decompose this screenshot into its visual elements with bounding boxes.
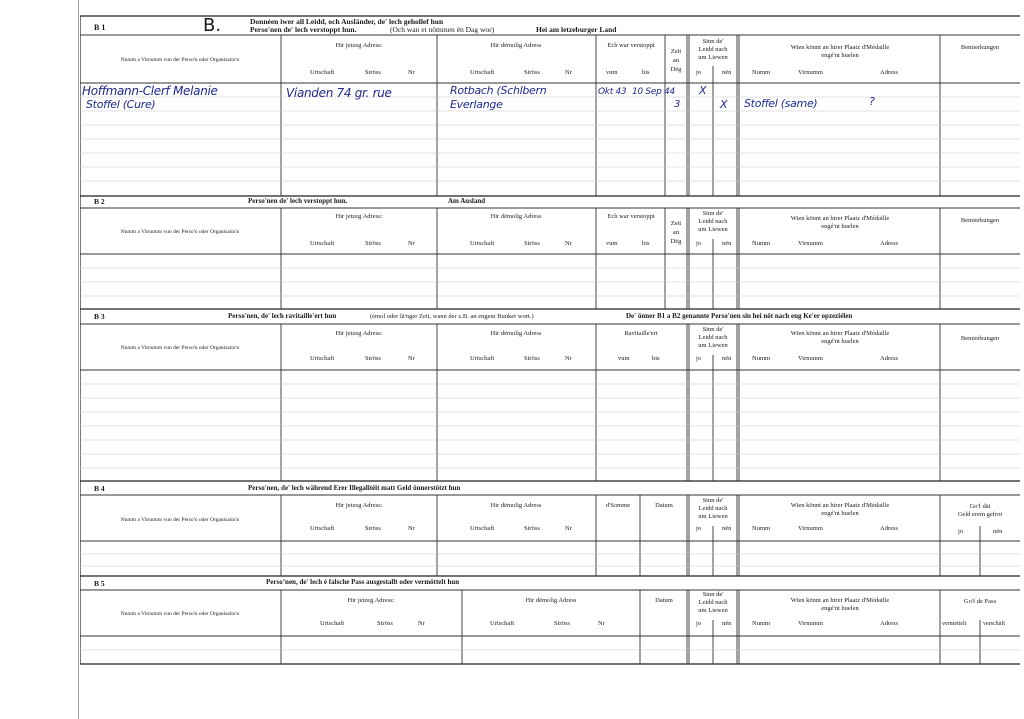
b2-col-street2: Ströss	[524, 240, 540, 247]
b5-col-yes: jo	[696, 620, 702, 627]
b3-col-alive2: Leidd nach	[698, 334, 728, 341]
b5-col-nr2: Nr	[598, 620, 605, 627]
b4-col-repaid-2: Geld erem gefrot	[957, 511, 1003, 518]
b5-col-street2: Ströss	[554, 620, 570, 627]
b2-col-no: nën	[722, 240, 732, 247]
b1-col-alive1: Sinn de'	[702, 38, 724, 45]
page-edge-line	[78, 0, 79, 719]
b3-col-yes: jo	[696, 355, 702, 362]
b3-col-address: Adress	[880, 355, 899, 362]
b4-col-street: Ströss	[365, 525, 381, 532]
b5-title: Persoʼnen, de' lech é falsche Pass ausgestallt oder vermöttelt hun	[266, 578, 460, 586]
b1-entry-to: 10 Sep 44	[632, 87, 675, 97]
b2-title-2: Am Ausland	[448, 197, 486, 205]
b1-entry-days: 3	[674, 99, 681, 110]
b5-col-alive3: um Liewen	[698, 607, 728, 614]
b1-col-to: bis	[642, 69, 650, 76]
b4-col-firstname: Virnumm	[798, 525, 823, 532]
b2-col-time1: Zeit	[670, 220, 682, 227]
b1-col-address: Adress	[880, 69, 899, 76]
b1-col-time2: an	[672, 57, 680, 64]
b1-col-then: Hir dëmolig Adress	[490, 42, 542, 49]
b1-entry-then-2: Everlange	[450, 98, 503, 111]
b4-col-yes2: jo	[958, 528, 964, 535]
b3-col-alive1: Sinn de'	[702, 326, 724, 333]
b3-col-place2: Urtschaft	[470, 355, 495, 362]
b5-col-pass: Go'f de Pass	[963, 598, 997, 605]
b3-col-alive3: um Liewen	[698, 342, 728, 349]
b1-title-3: (Och wan et nömmen én Dag wor)	[390, 25, 495, 34]
b2-col-to: bis	[642, 240, 650, 247]
b1-col-alive2: Leidd nach	[698, 46, 728, 53]
b3-title-sub: (émol oder lä'nger Zeit, wann der z.B. an engem Bunker wort.)	[370, 313, 534, 320]
b3-col-street: Ströss	[365, 355, 381, 362]
b2-col-who1: Wien könnt an hirer Plaatz d'Médaille	[790, 215, 890, 222]
b1-entry-alive-yes: X	[699, 84, 707, 97]
b4-col-nr: Nr	[408, 525, 415, 532]
b3-col-firstname: Virnumm	[798, 355, 823, 362]
b1-col-name: Numm a Virnumm vun der Perso'n oder Organisatio'n	[120, 57, 240, 63]
b2-col-street: Ströss	[365, 240, 381, 247]
b1-entry-name-2: Stoffel (Cure)	[86, 98, 156, 111]
b5-col-address: Adress	[880, 620, 899, 627]
b4-col-yes: jo	[696, 525, 702, 532]
b1-col-place: Urtschaft	[310, 69, 335, 76]
b2-col-yes: jo	[696, 240, 702, 247]
b5-col-nr: Nr	[418, 620, 425, 627]
b2-col-time2: an	[672, 229, 680, 236]
b3-col-nr2: Nr	[565, 355, 572, 362]
b1-col-name2: Numm	[752, 69, 771, 76]
b3-col-then: Hir dëmolig Adress	[490, 330, 542, 337]
b1-entry-name-1: Hoffmann-Clerf Melanie	[82, 84, 218, 98]
b1-col-nr2: Nr	[565, 69, 572, 76]
b1-title-4: Hei am letzeburger Land	[536, 25, 617, 34]
b3-col-from: vum	[618, 355, 630, 362]
b5-col-no: nën	[722, 620, 732, 627]
b1-code: B 1	[94, 23, 106, 32]
b5-col-who2: engé'nt huelen	[821, 605, 859, 612]
b5-col-date: Datum	[655, 597, 673, 604]
b2-code: B 2	[94, 197, 105, 206]
b1-col-hid: Ech war verstoppt	[607, 42, 655, 49]
b3-title: Perso'nen, de' lech ravitaille'ert hun	[228, 312, 337, 320]
b1-entry-from: Okt 43	[598, 87, 627, 97]
b5-col-then: Hir dëmolig Adress	[525, 597, 577, 604]
b2-col-remarks: Bemierkungen	[960, 217, 1000, 224]
b5-col-issued: verschäft	[983, 621, 1005, 627]
b3-col-ravit: Ravitaille'ert	[624, 330, 658, 337]
b5-col-place: Urtschaft	[320, 620, 345, 627]
b5-col-current: Hir jetzeg Adress:	[347, 597, 395, 604]
b2-col-time3: Dëg	[670, 238, 682, 245]
b4-col-who2: engé'nt huelen	[821, 510, 859, 517]
b1-col-time1: Zeit	[670, 48, 682, 55]
b1-letter: B.	[203, 15, 222, 36]
b1-col-from: vum	[606, 69, 618, 76]
b3-col-who2: engé'nt huelen	[821, 338, 859, 345]
b1-entry-who-address: ?	[869, 95, 875, 108]
b4-col-date: Datum	[655, 502, 673, 509]
b2-col-from: vum	[606, 240, 618, 247]
b2-col-nr2: Nr	[565, 240, 572, 247]
b4-col-repaid-1: Go'f dät	[969, 503, 991, 510]
b4-col-alive1: Sinn de'	[702, 497, 724, 504]
b1-col-street: Ströss	[365, 69, 381, 76]
b5-code: B 5	[94, 579, 105, 588]
b3-col-name: Numm a Virnumm vun der Perso'n oder Organisatio'n	[120, 345, 240, 351]
b2-col-place: Urtschaft	[310, 240, 335, 247]
b5-col-place2: Urtschaft	[490, 620, 515, 627]
b1-title-1: Donnéen iwer all Leidd, och Ausländer, de' lech gehollef hun	[250, 17, 444, 26]
b4-col-nr2: Nr	[565, 525, 572, 532]
b2-col-alive3: um Liewen	[698, 226, 728, 233]
b4-title: Perso'nen, de' lech während Erer Illegalitéit matt Geld önnerstötzt hun	[248, 484, 461, 492]
b3-col-nr: Nr	[408, 355, 415, 362]
b1-col-place2: Urtschaft	[470, 69, 495, 76]
b3-code: B 3	[94, 312, 105, 321]
b1-entry-who-name: Stoffel (same)	[744, 97, 818, 110]
b4-col-who1: Wien könnt an hirer Plaatz d'Médaille	[790, 502, 890, 509]
b1-col-street2: Ströss	[524, 69, 540, 76]
b4-col-alive3: um Liewen	[698, 513, 728, 520]
b5-col-passed: vermettelt	[942, 621, 967, 627]
b3-col-street2: Ströss	[524, 355, 540, 362]
b2-col-address: Adress	[880, 240, 899, 247]
b4-col-current: Hir jetzeg Adress:	[335, 502, 383, 509]
b3-col-to: bis	[652, 355, 660, 362]
b3-title-2: De' önner B1 a B2 genannte Perso'nen sin hei nöt nach eng Ke'er opzeziélen	[626, 312, 853, 320]
b1-title-2: Perso'nen de' lech verstoppt hun.	[250, 25, 357, 34]
b1-entry-then-1: Rotbach (Schlbern	[450, 84, 547, 97]
b2-col-name: Numm a Virnumm vun der Perso'n oder Organisatio'n	[120, 229, 240, 235]
b4-code: B 4	[94, 484, 105, 493]
b2-col-name2: Numm	[752, 240, 771, 247]
b1-col-alive3: um Liewen	[698, 54, 728, 61]
b3-col-remarks: Bemierkungen	[960, 335, 1000, 342]
b5-col-street: Ströss	[377, 620, 393, 627]
b3-col-name2: Numm	[752, 355, 771, 362]
b4-col-name2: Numm	[752, 525, 771, 532]
b5-col-alive1: Sinn de'	[702, 591, 724, 598]
b5-col-name2: Numm	[752, 620, 771, 627]
b4-col-street2: Ströss	[524, 525, 540, 532]
b2-col-current: Hir jetzeg Adress:	[335, 213, 383, 220]
b4-col-sum: d'Somme	[605, 502, 631, 509]
b2-col-alive2: Leidd nach	[698, 218, 728, 225]
b2-col-who2: engé'nt huelen	[821, 223, 859, 230]
b1-col-current: Hir jetzeg Adress:	[335, 42, 383, 49]
b1-col-nr: Nr	[408, 69, 415, 76]
b2-col-then: Hir dëmolig Adress	[490, 213, 542, 220]
b2-col-hid: Ech war verstoppt	[607, 213, 655, 220]
b3-col-no: nën	[722, 355, 732, 362]
b1-entry-alive-no: X	[720, 98, 728, 111]
b1-entry-current: Vianden 74 gr. rue	[286, 86, 392, 100]
b4-col-place: Urtschaft	[310, 525, 335, 532]
b2-col-place2: Urtschaft	[470, 240, 495, 247]
b4-col-address: Adress	[880, 525, 899, 532]
b1-col-remarks: Bemierkungen	[960, 44, 1000, 51]
form-sheet	[80, 14, 1020, 704]
b5-col-firstname: Virnumm	[798, 620, 823, 627]
b4-col-no2: nën	[993, 528, 1003, 535]
b2-title: Perso'nen de' lech verstoppt hun.	[248, 197, 348, 205]
b1-col-who2: engé'nt huelen	[821, 52, 859, 59]
b3-col-who1: Wien könnt an hirer Plaatz d'Médaille	[790, 330, 890, 337]
b2-col-firstname: Virnumm	[798, 240, 823, 247]
b5-col-name: Numm a Virnumm vun der Perso'n oder Organisatio'n	[120, 611, 240, 617]
b2-col-alive1: Sinn de'	[702, 210, 724, 217]
b2-col-nr: Nr	[408, 240, 415, 247]
b4-col-alive2: Leidd nach	[698, 505, 728, 512]
b4-col-then: Hir dëmolig Adress	[490, 502, 542, 509]
b3-col-current: Hir jetzeg Adress:	[335, 330, 383, 337]
b4-col-no: nën	[722, 525, 732, 532]
b5-col-who1: Wien könnt an hirer Plaatz d'Médaille	[790, 597, 890, 604]
b4-col-name: Numm a Virnumm vun der Perso'n oder Organisatio'n	[120, 517, 240, 523]
b1-col-time3: Dëg	[670, 66, 682, 73]
b5-col-alive2: Leidd nach	[698, 599, 728, 606]
b3-col-place: Urtschaft	[310, 355, 335, 362]
b1-col-firstname: Virnumm	[798, 69, 823, 76]
b1-col-yes: jo	[696, 69, 702, 76]
b1-col-who1: Wien könnt an hirer Plaatz d'Médaille	[790, 44, 890, 51]
b1-col-no: nën	[722, 69, 732, 76]
b4-col-place2: Urtschaft	[470, 525, 495, 532]
